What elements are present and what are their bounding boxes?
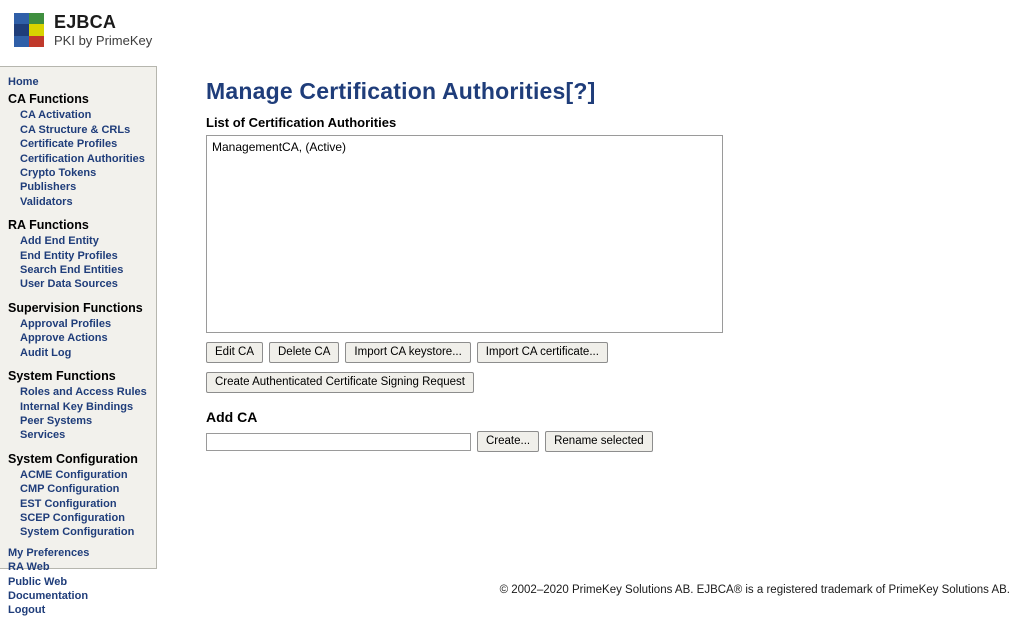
page-help-link[interactable]: [?]: [565, 78, 596, 104]
rename-selected-button[interactable]: Rename selected: [545, 431, 653, 452]
sidebar-item-user-data-sources[interactable]: User Data Sources: [20, 278, 118, 291]
list-item[interactable]: ManagementCA, (Active): [212, 140, 347, 154]
sidebar-group-ca-functions: CA Functions: [8, 92, 89, 107]
sidebar-item-documentation[interactable]: Documentation: [8, 589, 89, 602]
add-ca-row: [206, 431, 1008, 452]
app-header: [0, 0, 1024, 60]
csr-action-row: [206, 372, 1008, 393]
sidebar-group-system-configuration: System Configuration: [8, 451, 138, 466]
sidebar-item-audit-log[interactable]: Audit Log: [20, 346, 72, 359]
add-ca-title: Add CA: [206, 409, 258, 425]
page-title: [206, 78, 1008, 105]
import-ca-keystore-button[interactable]: Import CA keystore...: [345, 342, 470, 363]
import-ca-certificate-button[interactable]: Import CA certificate...: [477, 342, 608, 363]
sidebar-item-ra-web[interactable]: RA Web: [8, 561, 50, 574]
sidebar-item-approve-actions[interactable]: Approve Actions: [20, 332, 108, 345]
sidebar-item-public-web[interactable]: Public Web: [8, 575, 68, 588]
sidebar-item-roles-and-access-rules[interactable]: Roles and Access Rules: [20, 386, 147, 399]
sidebar-item-end-entity-profiles[interactable]: End Entity Profiles: [20, 249, 118, 262]
page-title-text: Manage Certification Authorities: [206, 78, 566, 104]
sidebar-item-peer-systems[interactable]: Peer Systems: [20, 414, 93, 427]
sidebar-item-services[interactable]: Services: [20, 429, 66, 442]
sidebar-item-certificate-profiles[interactable]: Certificate Profiles: [20, 138, 118, 151]
sidebar-item-est-configuration[interactable]: EST Configuration: [20, 497, 117, 510]
brand-block: [54, 12, 152, 49]
ca-list-box[interactable]: [206, 135, 723, 333]
list-section-title: List of Certification Authorities: [206, 115, 397, 130]
brand-subtitle: PKI by PrimeKey: [54, 32, 153, 48]
sidebar-group-ra-functions: RA Functions: [8, 218, 89, 233]
sidebar-item-acme-configuration[interactable]: ACME Configuration: [20, 468, 128, 481]
sidebar-item-add-end-entity[interactable]: Add End Entity: [20, 235, 99, 248]
sidebar-nav: [0, 66, 157, 617]
sidebar-item-crypto-tokens[interactable]: Crypto Tokens: [20, 167, 97, 180]
sidebar-item-cmp-configuration[interactable]: CMP Configuration: [20, 483, 120, 496]
sidebar-item-ca-activation[interactable]: CA Activation: [20, 109, 92, 122]
create-authenticated-csr-button[interactable]: Create Authenticated Certificate Signing Request: [206, 372, 474, 393]
sidebar-item-approval-profiles[interactable]: Approval Profiles: [20, 317, 112, 330]
sidebar-item-scep-configuration[interactable]: SCEP Configuration: [20, 511, 125, 524]
sidebar-item-internal-key-bindings[interactable]: Internal Key Bindings: [20, 400, 134, 413]
brand-title: EJBCA: [54, 11, 117, 32]
edit-ca-button[interactable]: Edit CA: [206, 342, 263, 363]
sidebar-item-system-configuration[interactable]: System Configuration: [20, 526, 135, 539]
sidebar-item-certification-authorities[interactable]: Certification Authorities: [20, 152, 145, 165]
ca-actions-row: [206, 342, 1008, 363]
sidebar-item-home[interactable]: Home: [8, 76, 39, 88]
footer-copyright: © 2002–2020 PrimeKey Solutions AB. EJBCA® is a registered trademark of PrimeKey Solutions AB.: [499, 584, 1010, 596]
sidebar-item-publishers[interactable]: Publishers: [20, 181, 77, 194]
sidebar-item-search-end-entities[interactable]: Search End Entities: [20, 264, 124, 277]
sidebar-group-system-functions: System Functions: [8, 369, 116, 384]
sidebar-item-logout[interactable]: Logout: [8, 604, 46, 617]
sidebar-item-validators[interactable]: Validators: [20, 195, 73, 208]
sidebar-item-my-preferences[interactable]: My Preferences: [8, 546, 90, 559]
create-ca-button[interactable]: Create...: [477, 431, 539, 452]
sidebar-item-ca-structure-crls[interactable]: CA Structure & CRLs: [20, 123, 131, 136]
delete-ca-button[interactable]: Delete CA: [269, 342, 339, 363]
ejbca-logo-icon: [14, 13, 44, 47]
add-ca-name-input[interactable]: [206, 433, 471, 451]
main-content: [157, 60, 1024, 602]
sidebar-group-supervision-functions: Supervision Functions: [8, 300, 143, 315]
